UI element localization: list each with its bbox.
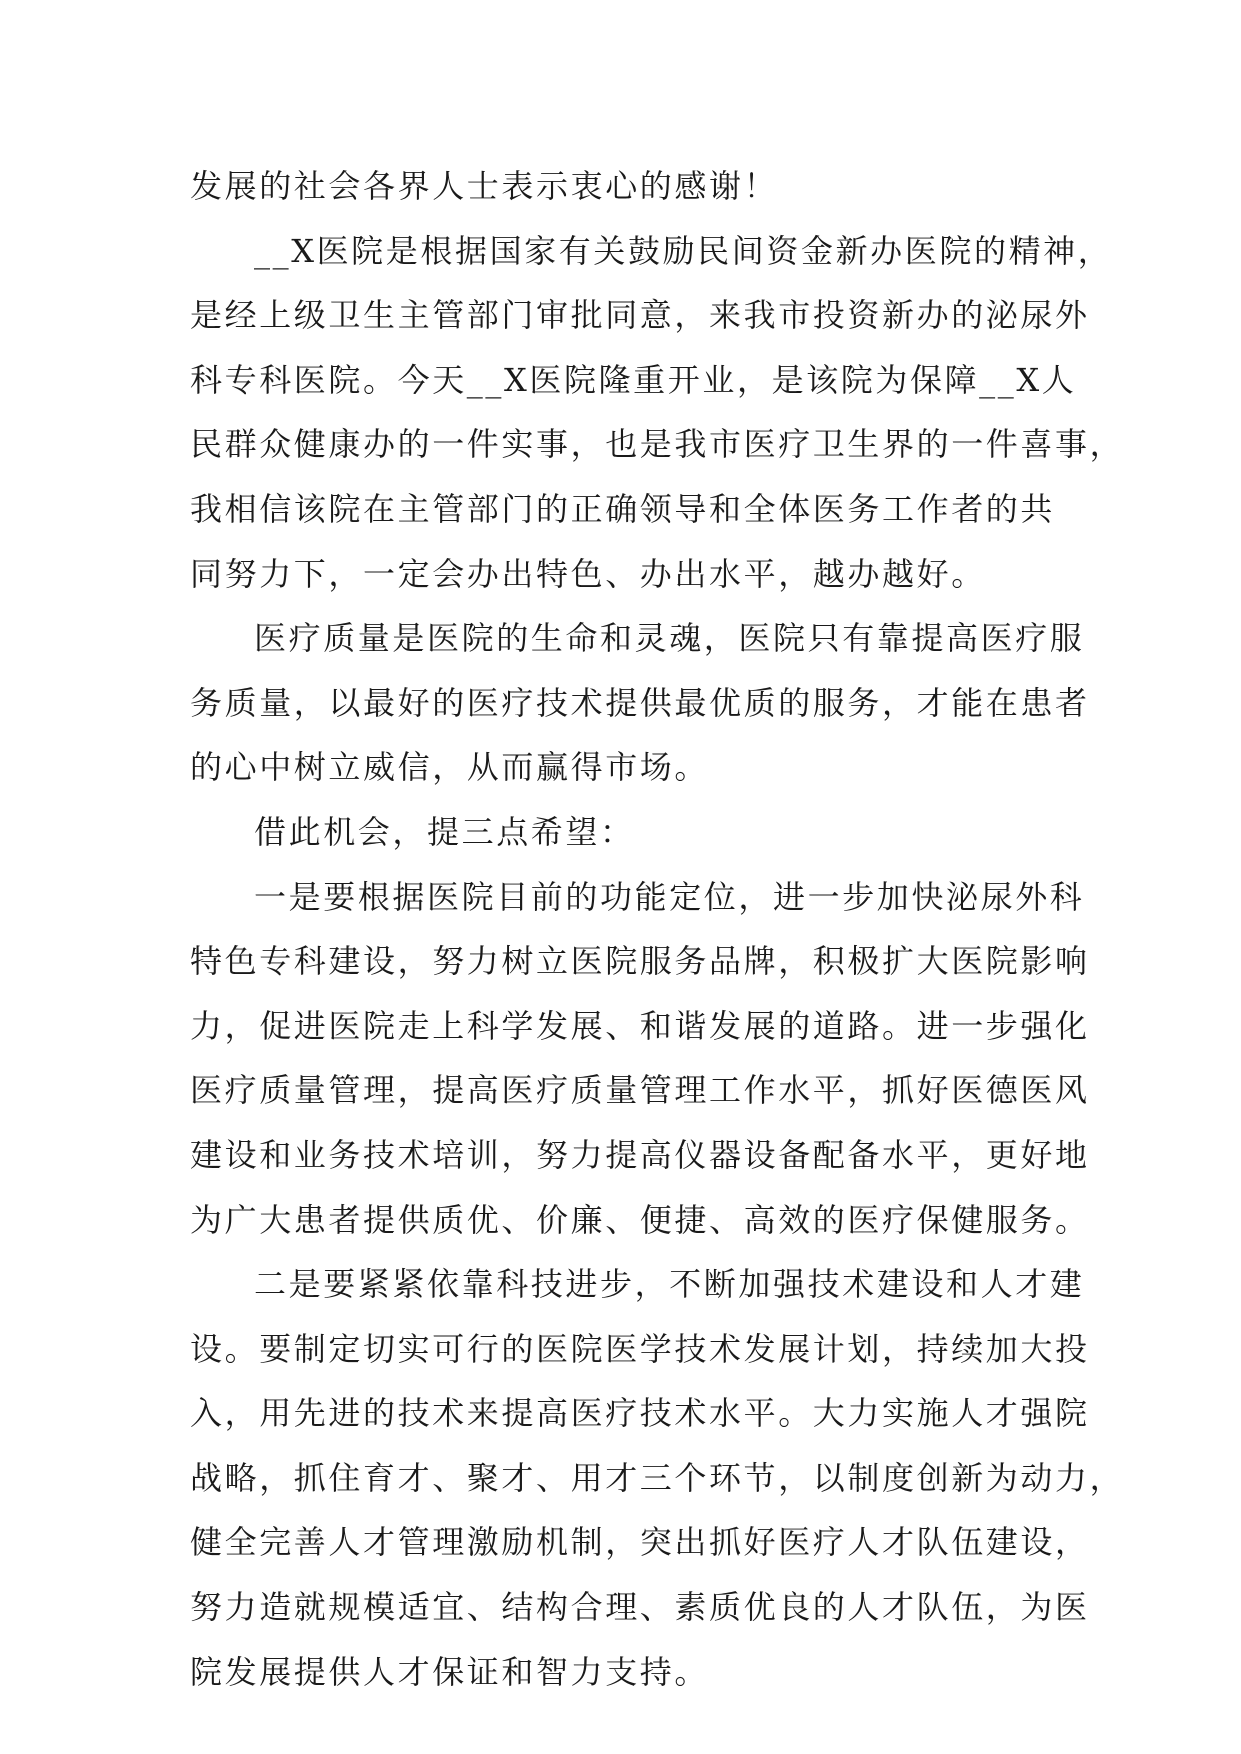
text-line: 健全完善人才管理激励机制，突出抓好医疗人才队伍建设， [190,1523,1090,1562]
text-line: 努力造就规模适宜、结构合理、素质优良的人才队伍，为医 [190,1588,1090,1627]
text-line: 特色专科建设，努力树立医院服务品牌，积极扩大医院影响 [190,942,1090,981]
text-line: 为广大患者提供质优、价廉、便捷、高效的医疗保健服务。 [190,1200,1090,1239]
text-line: 务质量，以最好的医疗技术提供最优质的服务，才能在患者 [190,683,1090,722]
text-line: 发展的社会各界人士表示衷心的感谢！ [190,167,779,205]
text-line: 借此机会，提三点希望： [254,812,635,851]
text-line: 一是要根据医院目前的功能定位，进一步加快泌尿外科 [254,877,1085,916]
text-line: 医疗质量管理，提高医疗质量管理工作水平，抓好医德医风 [190,1071,1090,1110]
document-body [190,154,1125,1704]
text-line: 院发展提供人才保证和智力支持。 [190,1652,710,1691]
text-line: 的心中树立威信，从而赢得市场。 [190,748,710,787]
text-line: 战略，抓住育才、聚才、用才三个环节，以制度创新为动力， [190,1458,1125,1497]
text-line: 二是要紧紧依靠科技进步，不断加强技术建设和人才建 [254,1265,1085,1304]
text-line: 建设和业务技术培训，努力提高仪器设备配备水平，更好地 [190,1135,1090,1174]
text-line: 同努力下，一定会办出特色、办出水平，越办越好。 [190,554,986,593]
text-line: 入，用先进的技术来提高医疗技术水平。大力实施人才强院 [190,1394,1090,1433]
text-line: 医疗质量是医院的生命和灵魂，医院只有靠提高医疗服 [254,619,1085,658]
text-line: 设。要制定切实可行的医院医学技术发展计划，持续加大投 [190,1329,1090,1368]
text-line: 力，促进医院走上科学发展、和谐发展的道路。进一步强化 [190,1006,1090,1045]
text-line: 是经上级卫生主管部门审批同意，来我市投资新办的泌尿外 [190,296,1090,335]
text-line: 民群众健康办的一件实事，也是我市医疗卫生界的一件喜事， [190,425,1125,464]
text-line: __X医院是根据国家有关鼓励民间资金新办医院的精神， [254,231,1113,270]
text-line: 我相信该院在主管部门的正确领导和全体医务工作者的共 [190,489,1056,528]
text-line: 科专科医院。今天__X医院隆重开业，是该院为保障__X人 [190,360,1077,399]
